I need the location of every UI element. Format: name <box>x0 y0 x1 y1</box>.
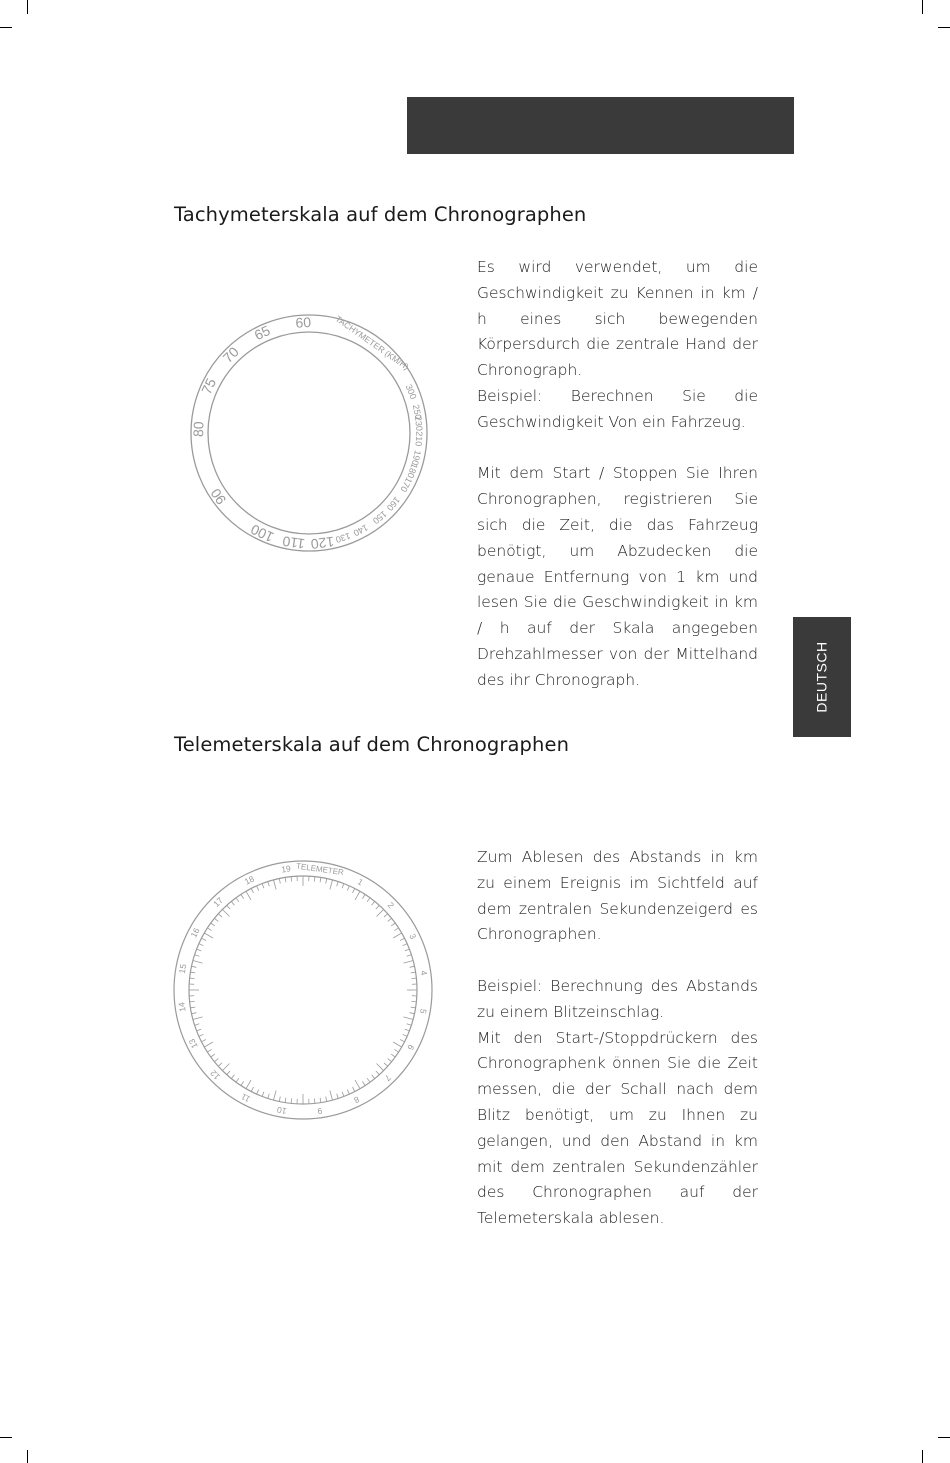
telemeter-tick <box>222 1064 229 1071</box>
telemeter-tick <box>384 1063 388 1066</box>
telemeter-scale-number: 4 <box>418 969 430 977</box>
telemeter-paragraph-1: Zum Ablesen des Abstands in km zu einem Ereignis im Sichtfeld auf dem zentralen Sekundenzeigerd es Chronographen. <box>477 848 758 944</box>
tachymeter-scale-number: 60 <box>295 314 312 331</box>
telemeter-tick <box>199 1034 204 1036</box>
telemeter-tick <box>241 1081 244 1085</box>
telemeter-tick <box>326 1097 327 1102</box>
telemeter-tick <box>190 972 195 973</box>
telemeter-tick <box>367 898 370 902</box>
telemeter-tick <box>246 1080 251 1089</box>
telemeter-tick <box>347 1090 349 1095</box>
telemeter-tick <box>411 972 416 973</box>
telemeter-scale-number: 13 <box>186 1037 200 1051</box>
telemeter-title: Telemeterskala auf dem Chronographen <box>174 733 570 756</box>
telemeter-tick <box>391 923 395 926</box>
telemeter-tick <box>403 944 408 946</box>
telemeter-tick <box>291 877 292 882</box>
telemeter-tick <box>251 888 253 893</box>
telemeter-tick <box>199 944 204 946</box>
telemeter-tick <box>372 901 375 905</box>
tachymeter-paragraph-3: Mit dem Start / Stoppen Sie Ihren Chronographen, registrieren Sie sich die Zeit, die das Fahrzeug benötigt, um Abzudecken die genaue Entfernung von 1 km und lesen Sie die Geschwindigkeit in km / h auf der Skala angegeben Drehzahlmesser von der Mittelhand des ihr Chronograph. <box>477 464 758 689</box>
tachymeter-scale-number: 170 <box>398 475 415 494</box>
telemeter-tick <box>274 880 277 890</box>
telemeter-tick <box>326 879 327 884</box>
telemeter-scale-label: TELEMETER <box>295 861 345 878</box>
telemeter-scale-number: 17 <box>211 895 225 909</box>
tachymeter-scale-number: 130 <box>334 530 352 545</box>
tachymeter-scale-number: 180 <box>405 461 420 480</box>
telemeter-tick <box>262 884 264 889</box>
telemeter-tick <box>201 1040 206 1042</box>
telemeter-scale-number: 15 <box>176 963 189 975</box>
telemeter-tick <box>285 877 286 882</box>
telemeter-tick <box>262 1092 264 1097</box>
telemeter-tick <box>279 879 280 884</box>
telemeter-tick <box>268 1094 270 1099</box>
crop-mark <box>0 27 12 28</box>
telemeter-tick <box>393 1042 402 1047</box>
telemeter-description <box>477 845 758 1232</box>
telemeter-tick <box>211 1054 215 1057</box>
telemeter-tick <box>207 1049 211 1052</box>
crop-mark <box>922 1450 923 1463</box>
telemeter-tick <box>400 1040 405 1042</box>
telemeter-tick <box>211 923 215 926</box>
tachymeter-scale-number: 120 <box>309 533 336 553</box>
telemeter-tick <box>355 1080 360 1089</box>
telemeter-tick <box>251 1087 253 1092</box>
tachymeter-description <box>477 255 758 694</box>
telemeter-tick <box>227 1071 230 1075</box>
telemeter-tick <box>204 933 213 938</box>
telemeter-tick <box>192 966 197 967</box>
telemeter-tick <box>218 914 222 917</box>
tachymeter-scale-number: 110 <box>281 533 306 553</box>
telemeter-tick <box>195 1024 200 1025</box>
tachymeter-scale-number: 300 <box>403 382 419 401</box>
telemeter-scale-number: 18 <box>242 873 256 887</box>
telemeter-scale-number: 1 <box>355 876 365 888</box>
telemeter-paragraph-2: Beispiel: Berechnung des Abstands zu einem Blitzeinschlag. <box>477 976 758 1021</box>
telemeter-tick <box>404 961 414 964</box>
telemeter-tick <box>367 1078 370 1082</box>
telemeter-tick <box>236 1078 239 1082</box>
telemeter-tick <box>400 938 405 940</box>
telemeter-tick <box>377 909 384 916</box>
telemeter-tick <box>407 955 412 957</box>
tachymeter-title: Tachymeterskala auf dem Chronographen <box>174 203 587 226</box>
tachymeter-scale-label: TACHYMETER (KM/H) <box>333 313 411 372</box>
language-tab-label: DEUTSCH <box>814 641 831 713</box>
tachymeter-paragraph-1: Es wird verwendet, um die Geschwindigkeit zu Kennen in km / h eines sich bewegenden Körpersdurch die zentrale Hand der Chronograph. <box>477 258 758 380</box>
tachymeter-paragraph-2: Beispiel: Berechnen Sie die Geschwindigkeit Von ein Fahrzeug. <box>477 386 758 431</box>
language-tab <box>793 617 851 737</box>
telemeter-tick <box>411 1007 416 1008</box>
telemeter-tick <box>257 886 259 891</box>
telemeter-scale-number: 11 <box>239 1091 252 1105</box>
telemeter-tick <box>394 1049 398 1052</box>
telemeter-tick <box>362 1081 365 1085</box>
telemeter-scale-number: 8 <box>352 1094 361 1106</box>
tachymeter-scale-number: 90 <box>207 485 230 508</box>
telemeter-tick <box>285 1098 286 1103</box>
telemeter-tick <box>314 1098 315 1103</box>
telemeter-tick <box>214 918 218 921</box>
telemeter-tick <box>274 1091 277 1101</box>
telemeter-tick <box>405 949 410 951</box>
tachymeter-scale-number: 65 <box>251 322 273 344</box>
telemeter-tick <box>268 882 270 887</box>
telemeter-tick <box>403 1034 408 1036</box>
telemeter-scale-number: 6 <box>405 1042 417 1052</box>
telemeter-tick <box>347 886 349 891</box>
telemeter-tick <box>279 1097 280 1102</box>
tachymeter-scale-number: 70 <box>219 343 242 366</box>
telemeter-tick <box>190 1007 195 1008</box>
telemeter-tick <box>222 909 229 916</box>
tachymeter-scale-number: 75 <box>198 375 220 397</box>
telemeter-tick <box>231 1075 234 1079</box>
tachymeter-scale-number: 250 <box>410 403 424 421</box>
telemeter-tick <box>353 888 355 893</box>
tachymeter-scale-number: 80 <box>190 421 207 438</box>
telemeter-tick <box>231 901 234 905</box>
telemeter-tick <box>376 1071 379 1075</box>
telemeter-tick <box>411 1001 416 1002</box>
telemeter-tick <box>246 891 251 900</box>
telemeter-tick <box>314 877 315 882</box>
telemeter-tick <box>377 1064 384 1071</box>
telemeter-tick <box>353 1087 355 1092</box>
crop-mark <box>938 27 950 28</box>
telemeter-tick <box>320 1098 321 1103</box>
crop-mark <box>27 1450 28 1463</box>
telemeter-tick <box>195 955 200 957</box>
telemeter-tick <box>193 961 203 964</box>
telemeter-tick <box>236 898 239 902</box>
telemeter-tick <box>207 928 211 931</box>
tachymeter-bezel-illustration <box>184 308 434 558</box>
telemeter-tick <box>330 880 333 890</box>
telemeter-tick <box>227 905 230 909</box>
telemeter-tick <box>362 894 365 898</box>
telemeter-tick <box>388 918 392 921</box>
telemeter-tick <box>376 905 379 909</box>
telemeter-tick <box>355 891 360 900</box>
telemeter-tick <box>241 894 244 898</box>
telemeter-tick <box>405 1029 410 1031</box>
telemeter-scale-number: 9 <box>316 1105 324 1117</box>
telemeter-tick <box>190 978 195 979</box>
telemeter-tick <box>394 928 398 931</box>
telemeter-tick <box>410 1013 415 1014</box>
tachymeter-scale-number: 100 <box>248 521 277 546</box>
telemeter-tick <box>372 1075 375 1079</box>
telemeter-tick <box>197 1029 202 1031</box>
telemeter-tick <box>393 933 402 938</box>
tachymeter-scale-number: 160 <box>384 494 403 513</box>
telemeter-scale-number: 3 <box>407 932 419 941</box>
telemeter-tick <box>204 1042 213 1047</box>
telemeter-tick <box>411 978 416 979</box>
telemeter-scale-number: 14 <box>176 1001 188 1013</box>
telemeter-tick <box>197 949 202 951</box>
crop-mark <box>0 1437 12 1438</box>
crop-mark <box>922 0 923 14</box>
telemeter-tick <box>201 938 206 940</box>
tachymeter-scale-number: 140 <box>351 522 370 539</box>
tachymeter-scale-number: 210 <box>413 430 425 447</box>
telemeter-tick <box>410 966 415 967</box>
crop-mark <box>938 1437 950 1438</box>
telemeter-tick <box>291 1098 292 1103</box>
telemeter-scale-number: 2 <box>385 899 397 911</box>
telemeter-scale-number: 5 <box>418 1008 429 1015</box>
telemeter-tick <box>407 1024 412 1025</box>
telemeter-tick <box>214 1059 218 1062</box>
telemeter-tick <box>218 1063 222 1066</box>
telemeter-scale-number: 7 <box>382 1072 394 1084</box>
telemeter-tick <box>192 1013 197 1014</box>
telemeter-tick <box>384 914 388 917</box>
telemeter-bezel-illustration <box>171 858 435 1122</box>
telemeter-tick <box>388 1059 392 1062</box>
telemeter-tick <box>257 1090 259 1095</box>
telemeter-scale-number: 12 <box>208 1068 222 1082</box>
telemeter-tick <box>190 1001 195 1002</box>
telemeter-scale-number: 19 <box>280 863 292 875</box>
telemeter-tick <box>342 884 344 889</box>
tachymeter-scale-number: 150 <box>370 508 389 527</box>
telemeter-tick <box>337 1094 339 1099</box>
telemeter-scale-number: 16 <box>188 926 202 940</box>
telemeter-tick <box>320 877 321 882</box>
telemeter-tick <box>391 1054 395 1057</box>
telemeter-tick <box>330 1091 333 1101</box>
tachymeter-scale-number: 230 <box>413 415 425 432</box>
telemeter-tick <box>193 1017 203 1020</box>
telemeter-tick <box>404 1017 414 1020</box>
crop-mark <box>27 0 28 14</box>
telemeter-tick <box>337 882 339 887</box>
telemeter-paragraph-3: Mit den Start-/Stoppdrückern des Chronographenk önnen Sie die Zeit messen, die der Schall nach dem Blitz benötigt, um zu Ihnen zu gelangen, und den Abstand in km mit dem zentralen Sekundenzähler des Chronographen auf der Telemeterskala ablesen. <box>477 1028 758 1228</box>
telemeter-scale-number: 10 <box>276 1104 288 1117</box>
tachymeter-scale-number: 190 <box>409 449 423 467</box>
header-bar <box>407 97 794 154</box>
telemeter-tick <box>342 1092 344 1097</box>
tachymeter-bezel-inner-ring <box>208 332 410 534</box>
